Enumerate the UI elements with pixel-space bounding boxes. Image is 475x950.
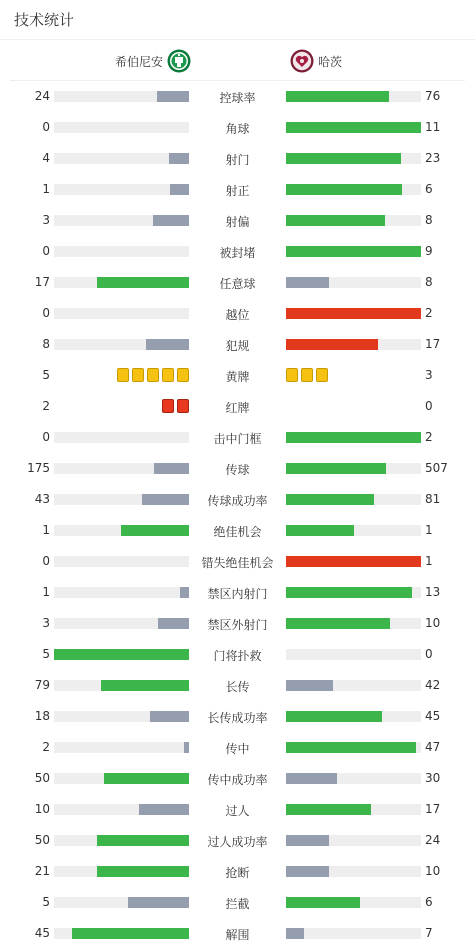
away-bar-track bbox=[286, 308, 421, 319]
away-bar-track bbox=[286, 835, 421, 846]
home-bar-fill bbox=[184, 742, 189, 753]
away-bar-track bbox=[286, 277, 421, 288]
home-bar-fill bbox=[170, 184, 189, 195]
stat-label: 抢断 bbox=[225, 866, 250, 880]
away-bar-fill bbox=[286, 556, 421, 567]
home-bar-fill bbox=[72, 928, 189, 939]
stat-label: 过人 bbox=[225, 804, 250, 818]
stat-label: 传中 bbox=[225, 742, 250, 756]
home-bar-track bbox=[54, 494, 189, 505]
home-value: 5 bbox=[42, 647, 50, 661]
home-bar-fill bbox=[121, 525, 189, 536]
away-bar-fill bbox=[286, 339, 378, 350]
away-bar-track bbox=[286, 587, 421, 598]
home-value: 2 bbox=[42, 740, 50, 754]
home-bar-track bbox=[54, 618, 189, 629]
away-bar-track bbox=[286, 556, 421, 567]
away-value: 7 bbox=[425, 926, 433, 940]
home-bar-track bbox=[54, 184, 189, 195]
home-bar-fill bbox=[54, 649, 189, 660]
home-bar-track bbox=[54, 742, 189, 753]
stat-row bbox=[0, 763, 475, 794]
away-bar-track bbox=[286, 928, 421, 939]
away-value: 81 bbox=[425, 492, 441, 506]
home-value: 1 bbox=[42, 523, 50, 537]
home-value: 0 bbox=[42, 554, 50, 568]
away-bar-fill bbox=[286, 711, 382, 722]
stat-label: 射门 bbox=[225, 153, 250, 167]
home-value: 45 bbox=[34, 926, 50, 940]
home-bar-fill bbox=[97, 835, 189, 846]
home-bar-fill bbox=[104, 773, 189, 784]
stat-label: 传球 bbox=[225, 463, 250, 477]
away-value: 23 bbox=[425, 151, 441, 165]
away-bar-fill bbox=[286, 680, 333, 691]
away-bar-fill bbox=[286, 91, 389, 102]
away-bar-track bbox=[286, 680, 421, 691]
away-value: 6 bbox=[425, 182, 433, 196]
stat-label: 传球成功率 bbox=[207, 494, 268, 508]
stat-row bbox=[0, 887, 475, 918]
home-value: 21 bbox=[34, 864, 50, 878]
away-bar-track bbox=[286, 153, 421, 164]
away-bar-fill bbox=[286, 525, 354, 536]
hearts-crest-icon bbox=[290, 49, 314, 73]
away-bar-track bbox=[286, 804, 421, 815]
away-bar-track bbox=[286, 91, 421, 102]
stat-row bbox=[0, 856, 475, 887]
home-bar-fill bbox=[169, 153, 189, 164]
stat-label: 犯规 bbox=[225, 339, 250, 353]
away-value: 76 bbox=[425, 89, 441, 103]
away-bar-track bbox=[286, 866, 421, 877]
away-bar-fill bbox=[286, 122, 421, 133]
home-bar-track bbox=[54, 866, 189, 877]
home-value: 175 bbox=[27, 461, 50, 475]
away-team-name: 哈茨 bbox=[318, 54, 343, 69]
home-value: 0 bbox=[42, 306, 50, 320]
away-value: 1 bbox=[425, 523, 433, 537]
home-value: 5 bbox=[42, 368, 50, 382]
home-cards bbox=[162, 399, 189, 413]
home-bar-track bbox=[54, 804, 189, 815]
home-value: 1 bbox=[42, 182, 50, 196]
away-bar-track bbox=[286, 463, 421, 474]
stat-label: 传中成功率 bbox=[207, 773, 268, 787]
home-bar-fill bbox=[146, 339, 189, 350]
away-value: 42 bbox=[425, 678, 441, 692]
home-value: 0 bbox=[42, 430, 50, 444]
away-bar-track bbox=[286, 742, 421, 753]
stat-label: 角球 bbox=[225, 122, 250, 136]
stat-row bbox=[0, 422, 475, 453]
away-bar-track bbox=[286, 122, 421, 133]
home-value: 3 bbox=[42, 616, 50, 630]
stat-row bbox=[0, 515, 475, 546]
stat-label: 射正 bbox=[225, 184, 250, 198]
stat-row bbox=[0, 794, 475, 825]
away-bar-track bbox=[286, 618, 421, 629]
away-value: 1 bbox=[425, 554, 433, 568]
home-value: 43 bbox=[34, 492, 50, 506]
home-bar-track bbox=[54, 556, 189, 567]
stat-label: 禁区外射门 bbox=[207, 618, 268, 632]
away-bar-track bbox=[286, 184, 421, 195]
stat-row bbox=[0, 267, 475, 298]
stat-row bbox=[0, 81, 475, 112]
yellow-card-icon bbox=[177, 368, 189, 382]
away-bar-track bbox=[286, 897, 421, 908]
stat-label: 长传 bbox=[225, 680, 250, 694]
away-bar-fill bbox=[286, 494, 374, 505]
home-value: 10 bbox=[34, 802, 50, 816]
home-bar-track bbox=[54, 308, 189, 319]
away-value: 13 bbox=[425, 585, 441, 599]
away-bar-fill bbox=[286, 463, 386, 474]
home-value: 0 bbox=[42, 120, 50, 134]
away-bar-track bbox=[286, 215, 421, 226]
stat-label: 被封堵 bbox=[219, 246, 256, 260]
stat-label: 击中门框 bbox=[213, 432, 262, 446]
away-value: 8 bbox=[425, 275, 433, 289]
home-bar-fill bbox=[101, 680, 189, 691]
away-value: 10 bbox=[425, 616, 441, 630]
stat-label: 错失绝佳机会 bbox=[201, 556, 274, 570]
away-value: 47 bbox=[425, 740, 441, 754]
home-bar-track bbox=[54, 587, 189, 598]
stat-row bbox=[0, 205, 475, 236]
stat-row bbox=[0, 577, 475, 608]
away-value: 17 bbox=[425, 802, 441, 816]
stat-row bbox=[0, 608, 475, 639]
away-value: 45 bbox=[425, 709, 441, 723]
stat-label: 禁区内射门 bbox=[207, 587, 268, 601]
stat-label: 控球率 bbox=[219, 91, 256, 105]
stat-label: 长传成功率 bbox=[207, 711, 268, 725]
away-bar-fill bbox=[286, 246, 421, 257]
stat-label: 门将扑救 bbox=[213, 649, 262, 663]
away-bar-fill bbox=[286, 153, 401, 164]
stat-label: 过人成功率 bbox=[207, 835, 268, 849]
home-bar-fill bbox=[154, 463, 189, 474]
away-value: 11 bbox=[425, 120, 441, 134]
home-bar-track bbox=[54, 246, 189, 257]
home-bar-track bbox=[54, 680, 189, 691]
home-bar-track bbox=[54, 649, 189, 660]
away-bar-track bbox=[286, 649, 421, 660]
stat-row bbox=[0, 143, 475, 174]
away-bar-fill bbox=[286, 587, 412, 598]
stat-label: 解围 bbox=[225, 928, 250, 942]
home-bar-track bbox=[54, 153, 189, 164]
away-value: 9 bbox=[425, 244, 433, 258]
home-bar-track bbox=[54, 432, 189, 443]
stat-label: 越位 bbox=[225, 308, 250, 322]
away-bar-fill bbox=[286, 773, 337, 784]
page-title: 技术统计 bbox=[14, 11, 75, 29]
home-value: 3 bbox=[42, 213, 50, 227]
home-bar-fill bbox=[97, 866, 189, 877]
home-bar-fill bbox=[97, 277, 189, 288]
home-bar-fill bbox=[139, 804, 189, 815]
home-bar-track bbox=[54, 463, 189, 474]
home-bar-track bbox=[54, 122, 189, 133]
away-value: 0 bbox=[425, 647, 433, 661]
away-bar-track bbox=[286, 711, 421, 722]
away-value: 3 bbox=[425, 368, 433, 382]
home-value: 79 bbox=[34, 678, 50, 692]
stat-row bbox=[0, 391, 475, 422]
away-bar-fill bbox=[286, 432, 421, 443]
away-bar-fill bbox=[286, 184, 402, 195]
home-bar-fill bbox=[142, 494, 189, 505]
home-value: 24 bbox=[34, 89, 50, 103]
stat-row bbox=[0, 701, 475, 732]
home-bar-track bbox=[54, 773, 189, 784]
home-bar-track bbox=[54, 928, 189, 939]
away-value: 0 bbox=[425, 399, 433, 413]
home-bar-track bbox=[54, 711, 189, 722]
stat-row bbox=[0, 298, 475, 329]
home-bar-track bbox=[54, 91, 189, 102]
home-value: 2 bbox=[42, 399, 50, 413]
home-value: 5 bbox=[42, 895, 50, 909]
home-bar-fill bbox=[150, 711, 189, 722]
away-bar-track bbox=[286, 525, 421, 536]
home-value: 18 bbox=[34, 709, 50, 723]
yellow-card-icon bbox=[117, 368, 129, 382]
stat-row bbox=[0, 360, 475, 391]
hibernian-crest-icon bbox=[167, 49, 191, 73]
away-value: 507 bbox=[425, 461, 448, 475]
stat-row bbox=[0, 670, 475, 701]
stat-row bbox=[0, 329, 475, 360]
home-bar-fill bbox=[180, 587, 189, 598]
stat-row bbox=[0, 639, 475, 670]
home-value: 4 bbox=[42, 151, 50, 165]
away-bar-fill bbox=[286, 897, 360, 908]
away-bar-fill bbox=[286, 742, 416, 753]
away-bar-fill bbox=[286, 618, 390, 629]
away-bar-fill bbox=[286, 928, 304, 939]
stat-label: 红牌 bbox=[225, 401, 250, 415]
away-bar-track bbox=[286, 494, 421, 505]
away-value: 17 bbox=[425, 337, 441, 351]
away-bar-track bbox=[286, 246, 421, 257]
home-bar-track bbox=[54, 525, 189, 536]
away-cards bbox=[286, 368, 328, 382]
stat-row bbox=[0, 825, 475, 856]
away-bar-track bbox=[286, 339, 421, 350]
home-bar-fill bbox=[128, 897, 189, 908]
away-bar-fill bbox=[286, 308, 421, 319]
stat-row bbox=[0, 546, 475, 577]
stat-label: 黄牌 bbox=[225, 370, 250, 384]
home-value: 1 bbox=[42, 585, 50, 599]
stat-row bbox=[0, 112, 475, 143]
stat-label: 任意球 bbox=[219, 277, 256, 291]
home-value: 0 bbox=[42, 244, 50, 258]
stat-row bbox=[0, 918, 475, 949]
away-value: 2 bbox=[425, 306, 433, 320]
home-value: 50 bbox=[34, 833, 50, 847]
yellow-card-icon bbox=[286, 368, 298, 382]
away-bar-track bbox=[286, 432, 421, 443]
red-card-icon bbox=[162, 399, 174, 413]
home-value: 17 bbox=[34, 275, 50, 289]
home-value: 8 bbox=[42, 337, 50, 351]
yellow-card-icon bbox=[301, 368, 313, 382]
home-team-name: 希伯尼安 bbox=[114, 54, 163, 69]
away-bar-fill bbox=[286, 215, 385, 226]
yellow-card-icon bbox=[162, 368, 174, 382]
stats-list bbox=[0, 81, 475, 949]
stat-row bbox=[0, 484, 475, 515]
yellow-card-icon bbox=[147, 368, 159, 382]
away-value: 24 bbox=[425, 833, 441, 847]
stat-row bbox=[0, 453, 475, 484]
home-bar-fill bbox=[158, 618, 189, 629]
away-value: 8 bbox=[425, 213, 433, 227]
away-team[interactable] bbox=[290, 49, 342, 73]
away-bar-fill bbox=[286, 277, 329, 288]
stat-row bbox=[0, 174, 475, 205]
home-bar-track bbox=[54, 835, 189, 846]
stat-label: 绝佳机会 bbox=[213, 525, 262, 539]
red-card-icon bbox=[177, 399, 189, 413]
home-bar-track bbox=[54, 277, 189, 288]
away-bar-track bbox=[286, 773, 421, 784]
stat-row bbox=[0, 732, 475, 763]
teams-header bbox=[10, 41, 465, 81]
home-bar-track bbox=[54, 215, 189, 226]
home-bar-track bbox=[54, 339, 189, 350]
away-value: 2 bbox=[425, 430, 433, 444]
home-bar-fill bbox=[157, 91, 189, 102]
stat-row bbox=[0, 236, 475, 267]
away-bar-fill bbox=[286, 804, 371, 815]
away-value: 6 bbox=[425, 895, 433, 909]
yellow-card-icon bbox=[316, 368, 328, 382]
home-bar-fill bbox=[153, 215, 189, 226]
stat-label: 射偏 bbox=[225, 215, 250, 229]
home-cards bbox=[117, 368, 189, 382]
home-team[interactable] bbox=[115, 49, 191, 73]
yellow-card-icon bbox=[132, 368, 144, 382]
home-bar-track bbox=[54, 897, 189, 908]
stat-label: 拦截 bbox=[225, 897, 250, 911]
away-value: 10 bbox=[425, 864, 441, 878]
away-value: 30 bbox=[425, 771, 441, 785]
away-bar-fill bbox=[286, 835, 329, 846]
away-bar-fill bbox=[286, 866, 329, 877]
header bbox=[0, 0, 475, 40]
home-value: 50 bbox=[34, 771, 50, 785]
